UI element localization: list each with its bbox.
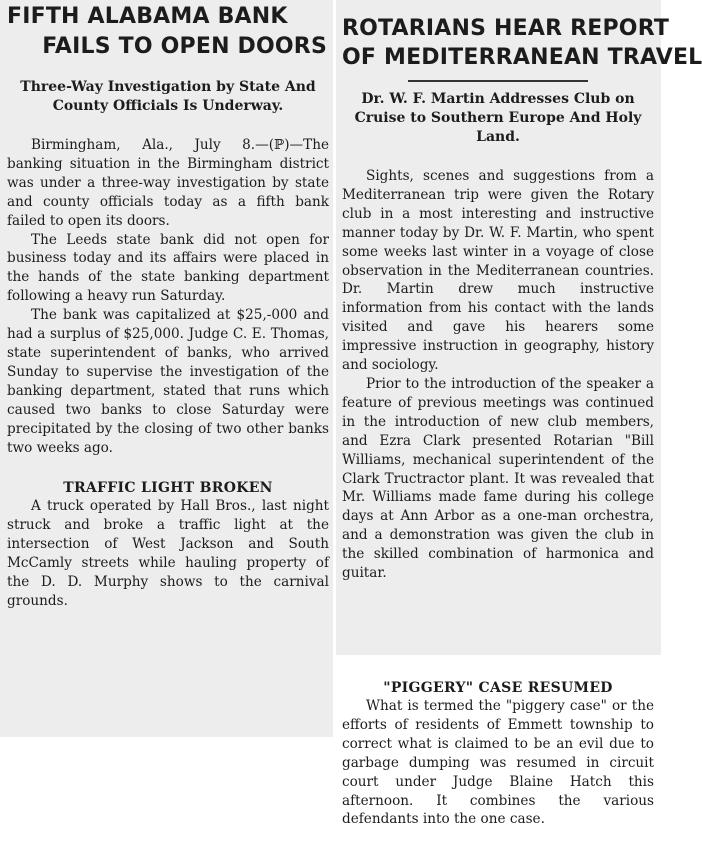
piggery-subhead: "PIGGERY" CASE RESUMED: [383, 680, 613, 696]
bank-headline: [7, 0, 329, 62]
rotary-headline-line2: OF MEDITERRANEAN TRAVEL: [342, 45, 702, 70]
rotary-headline-rule: [408, 80, 588, 82]
piggery-article: [336, 655, 661, 867]
rotary-headline-line1: ROTARIANS HEAR REPORT: [342, 16, 670, 41]
rotary-headline: [342, 0, 702, 72]
rotary-paragraph-1: Sights, scenes and suggestions from a Mediterranean trip were given the Rotary club in a most interesting and instructive manner today by Dr. W. F. Martin, who spent some weeks last winter in a voyage of close observation in the Mediterranean countries. Dr. Martin drew much instructive information from his contact with the lands visited and gave his hearers some impressive instruction in geography, history and sociology.: [342, 168, 654, 374]
traffic-article-body: [7, 497, 329, 610]
rotary-article-body: [342, 167, 654, 583]
bank-headline-line2: FAILS TO OPEN DOORS: [42, 34, 327, 59]
bank-paragraph-2: The Leeds state bank did not open for business today and its affairs were placed in the hands of the state banking department following a heavy run Saturday.: [7, 231, 329, 305]
traffic-subhead: TRAFFIC LIGHT BROKEN: [63, 480, 273, 497]
piggery-article-body: [342, 697, 654, 829]
rotary-deck: Dr. W. F. Martin Addresses Club on Cruise to Southern Europe And Holy Land.: [354, 91, 642, 145]
piggery-paragraph-1: What is termed the "piggery case" or the efforts of residents of Emmett township to correct what is claimed to be an evil due to garbage dumping was resumed in circuit court under Judge Blaine Hatch this afternoon. It combines the various defendants into the one case.: [342, 698, 654, 828]
bank-article-body: [7, 136, 329, 457]
bank-deck: Three-Way Investigation by State And County Officials Is Underway.: [20, 79, 316, 114]
bank-headline-line1: FIFTH ALABAMA BANK: [7, 4, 288, 29]
right-column: [336, 0, 702, 867]
traffic-paragraph-1: A truck operated by Hall Bros., last night struck and broke a traffic light at the intersection of West Jackson and South McCamly streets while hauling property of the D. D. Murphy shows to the carnival grounds.: [7, 498, 329, 609]
bank-paragraph-1: Birmingham, Ala., July 8.—(ℙ)—The banking situation in the Birmingham district was under a three-way investigation by state and county officials today as a fifth bank failed to open its doors.: [7, 137, 329, 229]
rotary-paragraph-2: Prior to the introduction of the speaker a feature of previous meetings was continued in the introduction of new club members, and Ezra Clark presented Rotarian "Bill Williams, mechanical superintendent of the Clark Tructractor plant. It was revealed that Mr. Williams made fame during his college days at Ann Arbor as a one-man orchestra, and a demonstration was given the club in the skilled combination of harmonica and guitar.: [342, 375, 654, 582]
left-column: [0, 0, 333, 737]
bank-paragraph-3: The bank was capitalized at $25,-000 and had a surplus of $25,000. Judge C. E. Thomas, state superintendent of banks, who arrived Sunday to supervise the investigation of the banking department, stated that runs which caused two banks to close Saturday were precipitated by the closing of two other banks two weeks ago.: [7, 307, 329, 456]
